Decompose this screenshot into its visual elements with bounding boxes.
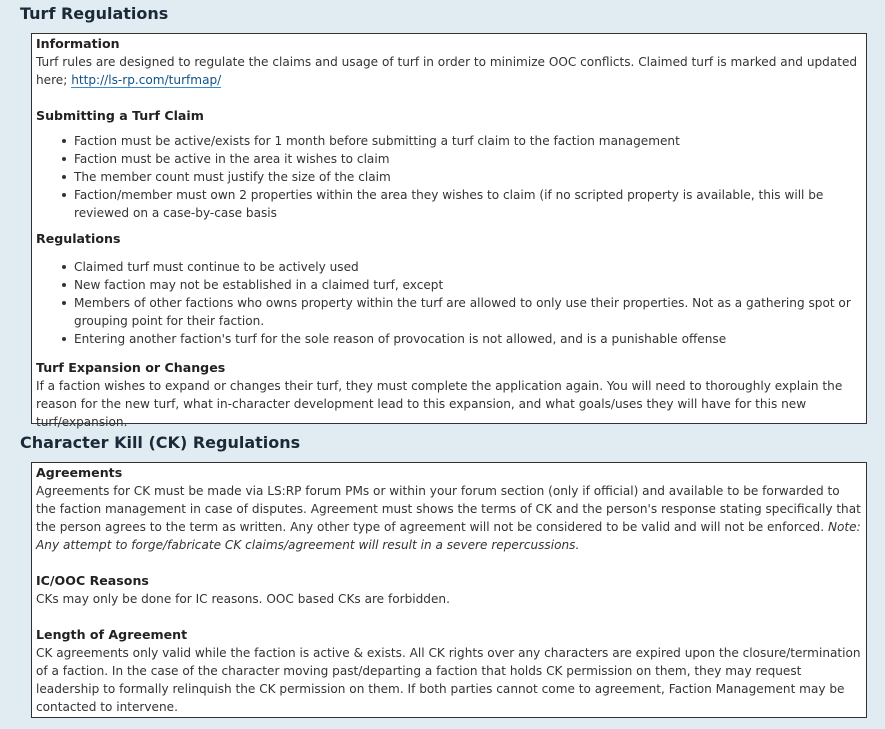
- regulations-heading: Regulations: [36, 231, 121, 246]
- list-item: Members of other factions who owns property within the turf are allowed to only use their properties. Not as a gathering spot or grouping point for their faction.: [74, 294, 861, 330]
- turf-regulations-box: [31, 33, 867, 429]
- information-text: [36, 53, 861, 89]
- ic-ooc-reasons-heading: IC/OOC Reasons: [36, 573, 149, 588]
- turf-expansion-text: If a faction wishes to expand or changes their turf, they must complete the application again. You will need to thoroughly explain the reason for the new turf, what in-character development lead to this expansion, and what goals/uses they will have for this new turf/expansion.: [36, 379, 843, 429]
- list-item: Entering another faction's turf for the sole reason of provocation is not allowed, and is a punishable offense: [74, 330, 861, 348]
- list-item: Faction/member must own 2 properties within the area they wishes to claim (if no scripted property is available, this will be reviewed on a case-by-case basis: [74, 186, 861, 222]
- ck-regulations-title: Character Kill (CK) Regulations: [20, 433, 301, 452]
- length-of-agreement-heading: Length of Agreement: [36, 627, 188, 642]
- submitting-turf-claim-heading: Submitting a Turf Claim: [36, 108, 204, 123]
- information-heading: Information: [36, 36, 120, 51]
- turf-expansion-heading: Turf Expansion or Changes: [36, 360, 226, 375]
- ic-ooc-reasons-text: CKs may only be done for IC reasons. OOC based CKs are forbidden.: [36, 592, 450, 606]
- agreements-body: Agreements for CK must be made via LS:RP forum PMs or within your forum section (only if official) and available to be forwarded to the faction management in case of disputes. Agreement must shows the terms of CK and the person's response stating specifically that the person agrees to the term as written. Any other type of agreement will not be considered to be valid and will not be enforced.: [36, 484, 861, 534]
- ck-regulations-box: [31, 462, 867, 718]
- list-item: Faction must be active/exists for 1 month before submitting a turf claim to the faction management: [74, 132, 861, 150]
- length-of-agreement-text: CK agreements only valid while the faction is active & exists. All CK rights over any characters are expired upon the closure/termination of a faction. In the case of the character moving past/departing a faction that holds CK permission on them, they may request leadership to formally relinquish the CK permission on them. If both parties cannot come to agreement, Faction Management may be contacted to intervene.: [36, 646, 861, 714]
- submit-claim-list: [36, 132, 861, 222]
- list-item: Faction must be active in the area it wishes to claim: [74, 150, 861, 168]
- turf-map-link[interactable]: http://ls-rp.com/turfmap/: [71, 73, 222, 87]
- list-item: New faction may not be established in a claimed turf, except: [74, 276, 861, 294]
- list-item: The member count must justify the size of the claim: [74, 168, 861, 186]
- agreements-text: [36, 482, 861, 554]
- agreements-heading: Agreements: [36, 465, 123, 480]
- regulations-list: [36, 258, 861, 348]
- turf-regulations-title: Turf Regulations: [20, 4, 169, 23]
- information-body: Turf rules are designed to regulate the claims and usage of turf in order to minimize OOC conflicts. Claimed turf is marked and updated here;: [36, 55, 858, 87]
- agreements-note: Note: Any attempt to forge/fabricate CK claims/agreement will result in a severe repercussions.: [36, 520, 861, 552]
- list-item: Claimed turf must continue to be actively used: [74, 258, 861, 276]
